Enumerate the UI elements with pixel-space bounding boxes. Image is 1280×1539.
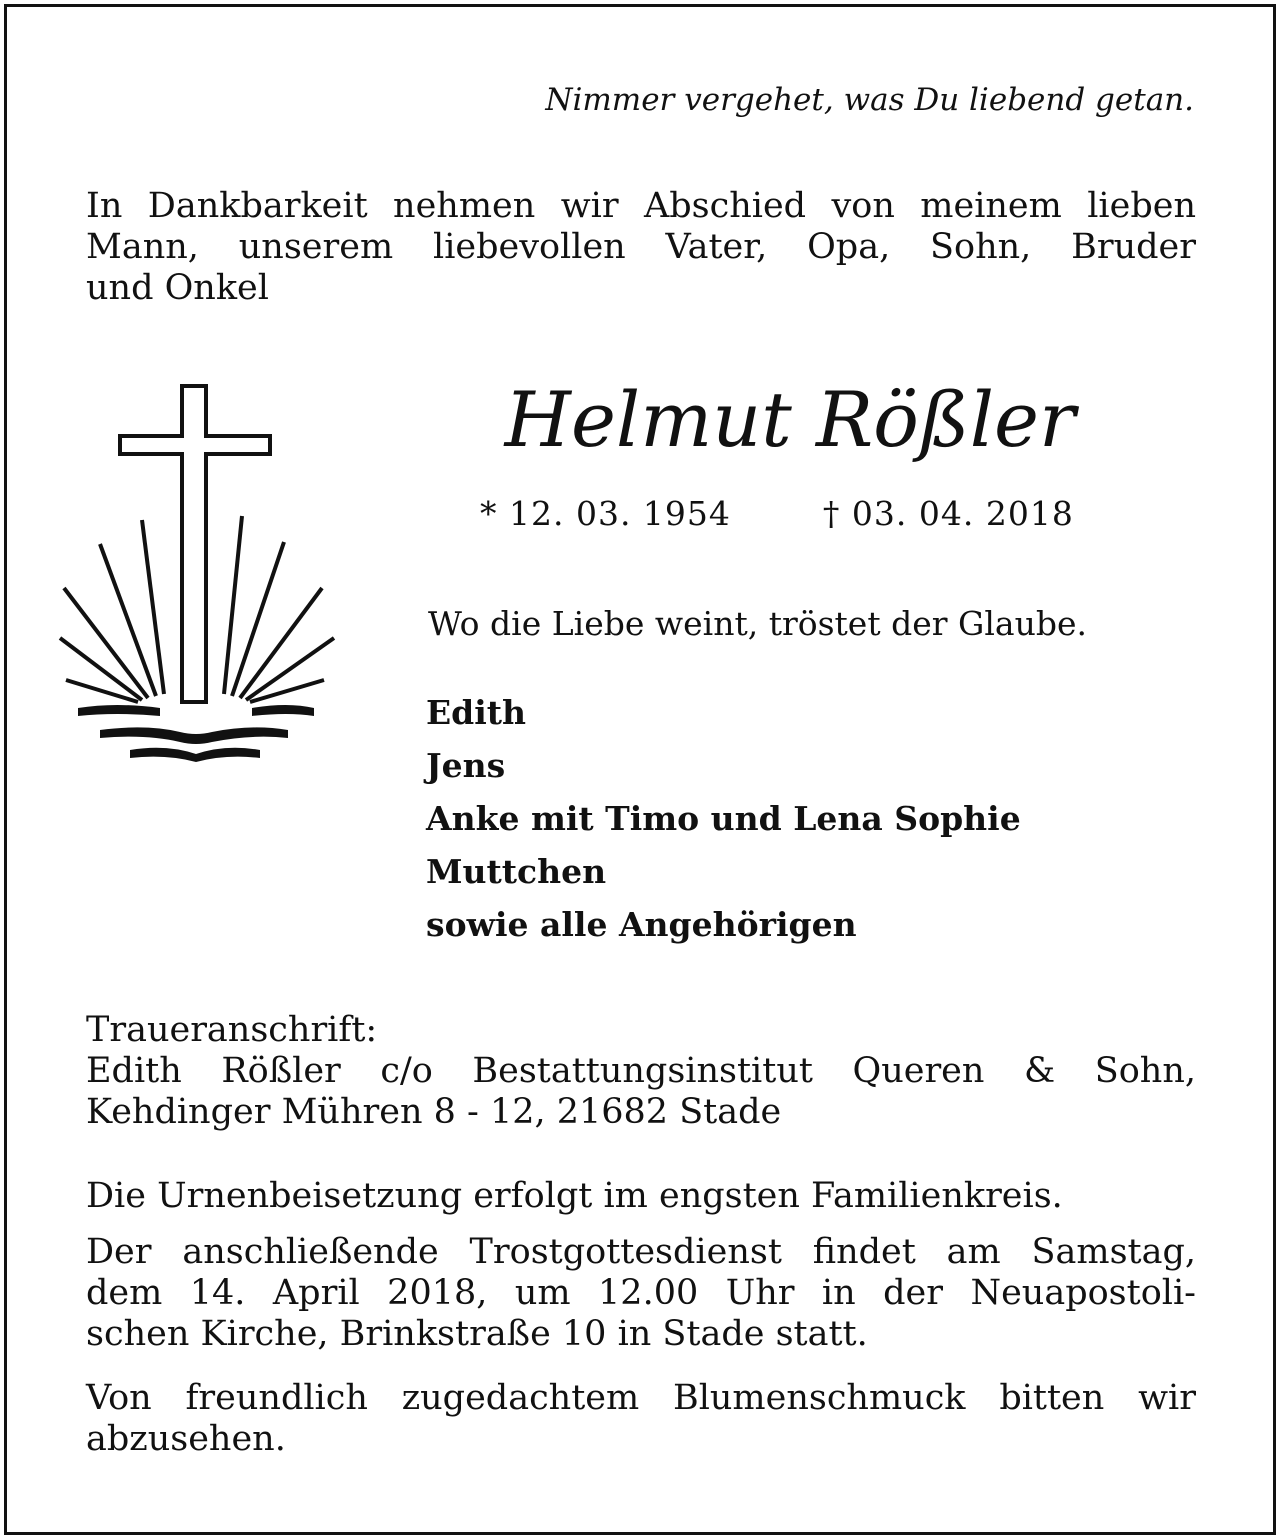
family-list — [426, 686, 1021, 951]
mourning-address — [86, 1010, 1196, 1133]
death-date: † 03. 04. 2018 — [822, 494, 1074, 533]
address-heading: Traueranschrift: — [86, 1010, 378, 1050]
deceased-name: Helmut Rößler — [504, 375, 1076, 464]
service-line: dem 14. April 2018, um 12.00 Uhr in der Neuapostoli- — [86, 1273, 1196, 1313]
burial-line: Die Urnenbeisetzung erfolgt im engsten Familienkreis. — [86, 1176, 1063, 1216]
motto: Nimmer vergehet, was Du liebend getan. — [545, 82, 1194, 118]
address-line: Edith Rößler c/o Bestattungsinstitut Queren & Sohn, — [86, 1051, 1196, 1091]
family-member: Edith — [426, 693, 526, 732]
intro-line: Mann, unserem liebevollen Vater, Opa, Sohn, Bruder — [86, 227, 1196, 267]
intro-line: und Onkel — [86, 268, 269, 308]
flowers-line: abzusehen. — [86, 1419, 286, 1459]
service-notice — [86, 1232, 1196, 1355]
intro-text — [86, 186, 1196, 309]
family-member: sowie alle Angehörigen — [426, 905, 857, 944]
burial-notice — [86, 1176, 1196, 1217]
service-line: Der anschließende Trostgottesdienst findet am Samstag, — [86, 1232, 1196, 1272]
life-dates — [480, 494, 1074, 533]
family-member: Jens — [426, 746, 506, 785]
intro-line: In Dankbarkeit nehmen wir Abschied von meinem lieben — [86, 186, 1196, 226]
family-member: Muttchen — [426, 852, 607, 891]
service-line: schen Kirche, Brinkstraße 10 in Stade statt. — [86, 1314, 868, 1354]
family-member: Anke mit Timo und Lena Sophie — [426, 799, 1021, 838]
consolation-quote: Wo die Liebe weint, tröstet der Glaube. — [428, 604, 1087, 643]
flowers-line: Von freundlich zugedachtem Blumenschmuck bitten wir — [86, 1378, 1196, 1418]
address-line: Kehdinger Mühren 8 - 12, 21682 Stade — [86, 1092, 782, 1132]
cross-with-sunrays-and-waves-icon — [56, 382, 346, 772]
flowers-notice — [86, 1378, 1196, 1460]
birth-date: * 12. 03. 1954 — [480, 494, 731, 533]
